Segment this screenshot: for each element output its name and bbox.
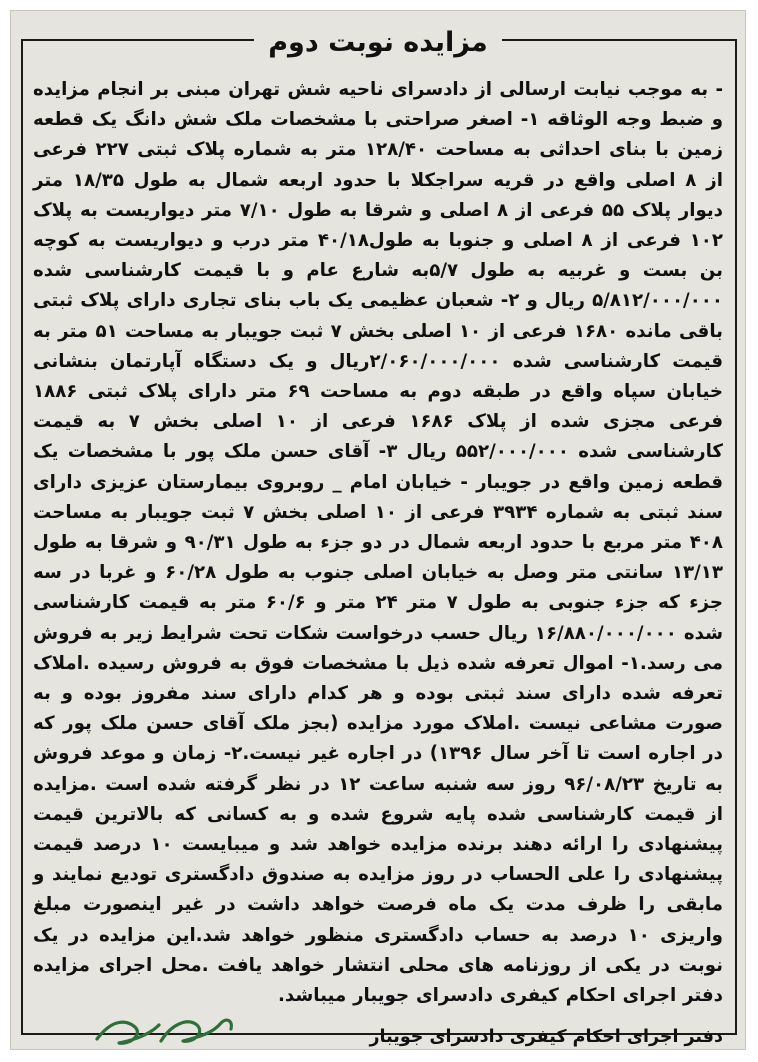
notice-title xyxy=(11,27,745,59)
notice-title-text: مزایده نوبت دوم xyxy=(254,27,501,58)
notice-body: - به موجب نیابت ارسالی از دادسرای ناحیه شش تهران مبنی بر انجام مزایده و ضبط وجه الوثاقه ۱- اصغر صراحتی با مشخصات ملک شش دانگ یک قطعه زمین با بنای احداثی به مساحت ۱۲۸/۴۰ متر به شماره پلاک ثبتی ۲۲۷ فرعی از ۸ اصلی واقع در قریه سراجکلا با حدود اربعه شمال به طول ۱۸/۳۵ متر دیوار پلاک ۵۵ فرعی از ۸ اصلی و شرقا به طول ۷/۱۰ متر دیواریست به پلاک ۱۰۲ فرعی از ۸ اصلی و جنوبا به طول۴۰/۱۸ متر درب و دیواریست به کوچه بن بست و غربیه به طول ۵/۷به شارع عام و با قیمت کارشناسی شده ۵/۸۱۲/۰۰۰/۰۰۰ ریال و ۲- شعبان عظیمی یک باب بنای تجاری دارای پلاک ثبتی باقی مانده ۱۶۸۰ فرعی از ۱۰ اصلی بخش ۷ ثبت جویبار به مساحت ۵۱ متر به قیمت کارشناسی شده ۲/۰۶۰/۰۰۰/۰۰۰ریال و یک دستگاه آپارتمان بنشانی خیابان سپاه واقع در طبقه دوم به مساحت ۶۹ متر دارای پلاک ثبتی ۱۸۸۶ فرعی مجزی شده از پلاک ۱۶۸۶ فرعی از ۱۰ اصلی بخش ۷ به قیمت کارشناسی شده ۵۵۲/۰۰۰/۰۰۰ ریال ۳- آقای حسن ملک پور با مشخصات یک قطعه زمین واقع در جویبار - خیابان امام _ روبروی بیمارستان عزیزی دارای سند ثبتی به شماره ۳۹۳۴ فرعی از ۱۰ اصلی بخش ۷ ثبت جویبار به مساحت ۴۰۸ متر مربع با حدود اربعه شمال در دو جزء به طول ۹۰/۳۱ و شرقا به طول ۱۳/۱۳ سانتی متر وصل به خیابان اصلی جنوب به طول ۶۰/۲۸ و غربا در سه جزء که جزء جنوبی به طول ۷ متر ۲۴ متر و ۶۰/۶ متر به قیمت کارشناسی شده ۱۶/۸۸۰/۰۰۰/۰۰۰ ریال حسب درخواست شکات تحت شرایط زیر به فروش می رسد.۱- اموال تعرفه شده ذیل با مشخصات فوق به فروش رسیده .املاک تعرفه شده دارای سند ثبتی بوده و هر کدام دارای سند مفروز بوده و به صورت مشاعی نیست .املاک مورد مزایده (بجز ملک آقای حسن ملک پور که در اجاره است تا آخر سال ۱۳۹۶) در اجاره غیر نیست.۲- زمان و موعد فروش به تاریخ ۹۶/۰۸/۲۳ روز سه شنبه ساعت ۱۲ در نظر گرفته شده است .مزایده از قیمت کارشناسی شده پایه شروع شده و به کسانی که بالاترین قیمت پیشنهادی را ارائه دهند برنده مزایده خواهد شد و میبایست ۱۰ درصد قیمت پیشنهادی را علی الحساب در روز مزایده به صندوق دادگستری تودیع نمایند و مابقی را ظرف مدت یک ماه فرصت خواهد داشت در غیر اینصورت مبلغ واریزی ۱۰ درصد به حساب دادگستری منظور خواهد شد.این مزایده در یک نوبت در یکی از روزنامه های محلی انتشار خواهد یافت .محل اجرای مزایده دفتر اجرای احکام کیفری دادسرای جویبار میباشد. xyxy=(33,79,724,1007)
handwritten-code-drawing xyxy=(89,1003,239,1050)
newspaper-clipping xyxy=(10,10,746,1050)
handwritten-code-mark xyxy=(89,1003,239,1050)
issuer-signature-line: دفتر اجرای احکام کیفری دادسرای جویبار xyxy=(369,1027,723,1047)
